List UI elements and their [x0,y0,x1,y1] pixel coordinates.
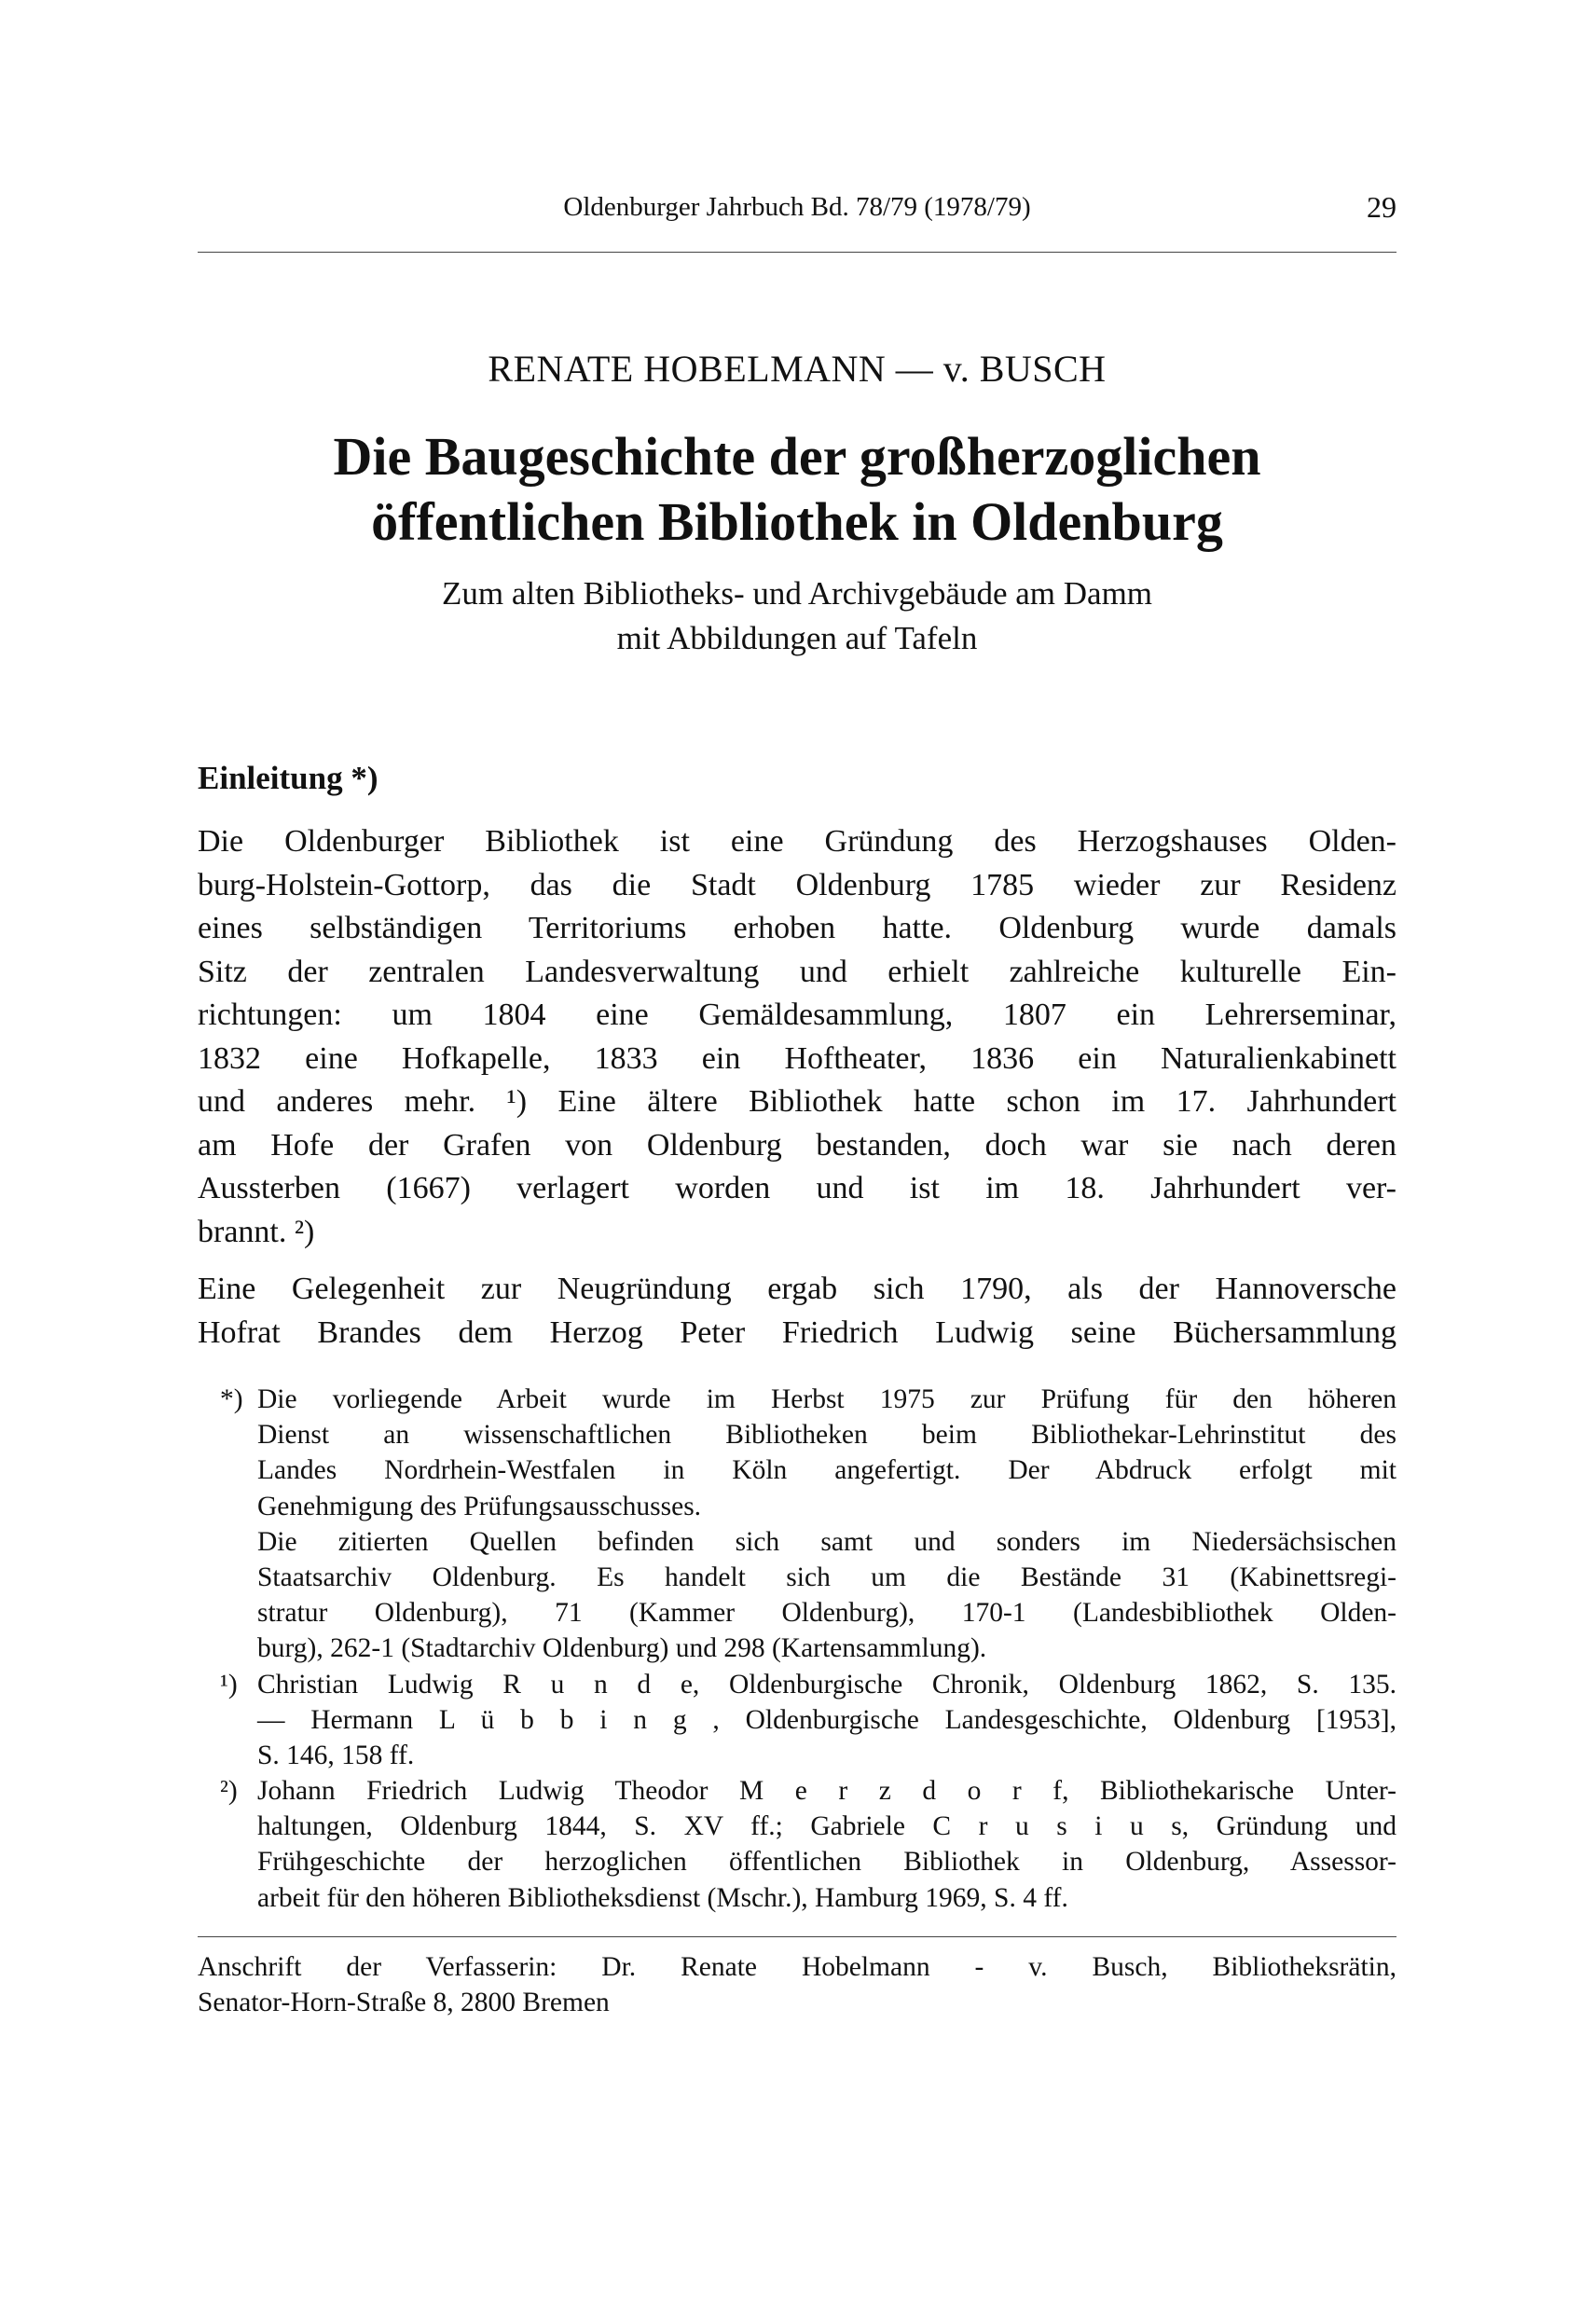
section-heading: Einleitung *) [198,760,378,796]
header-rule [198,252,1396,253]
body-line: Hofrat Brandes dem Herzog Peter Friedrich Ludwig seine Büchersammlung [198,1314,1396,1350]
footnote-marker: ²) [220,1776,238,1807]
footnote-marker: *) [220,1384,243,1414]
footnote-line: Die zitierten Quellen befinden sich samt und sonders im Niedersächsischen [257,1526,1396,1557]
footnote-line: Genehmigung des Prüfungsausschusses. [257,1491,702,1521]
footnote-line: Dienst an wissenschaftlichen Bibliotheken beim Bibliothekar-Lehrinstitut des [257,1420,1396,1451]
footnote-line: Frühgeschichte der herzoglichen öffentlichen Bibliothek in Oldenburg, Assessor- [257,1847,1396,1878]
footnote-line: Die vorliegende Arbeit wurde im Herbst 1975 zur Prüfung für den höheren [257,1384,1396,1414]
footnotes [198,1382,1396,1916]
footnote-line: arbeit für den höheren Bibliotheksdienst (Mschr.), Hamburg 1969, S. 4 ff. [257,1882,1068,1913]
body-paragraph [198,820,1396,1254]
footnote-line: stratur Oldenburg), 71 (Kammer Oldenburg), 170-1 (Landesbibliothek Olden- [257,1598,1396,1629]
article-subtitle-line: Zum alten Bibliotheks- und Archivgebäude am Damm [441,575,1153,612]
body-paragraph [198,1268,1396,1355]
body-line: Eine Gelegenheit zur Neugründung ergab sich 1790, als der Hannoversche [198,1272,1396,1306]
running-head-title: Oldenburger Jahrbuch Bd. 78/79 (1978/79) [563,192,1031,222]
footnote-line: Staatsarchiv Oldenburg. Es handelt sich um die Bestände 31 (Kabinettsregi- [257,1562,1396,1592]
page-number: 29 [1367,190,1396,224]
footnote-line: S. 146, 158 ff. [257,1740,415,1770]
footnote-line: — Hermann L ü b b i n g , Oldenburgische Landesgeschichte, Oldenburg [1953], [257,1704,1396,1735]
article-title-line: Die Baugeschichte der großherzoglichen [333,426,1261,487]
body-line: 1832 eine Hofkapelle, 1833 ein Hoftheater, 1836 ein Naturalienkabinett [198,1040,1396,1076]
article-subtitle [198,571,1396,661]
author-address [198,1949,1396,2020]
footnote [198,1773,1396,1916]
article-subtitle-line: mit Abbildungen auf Tafeln [616,620,978,656]
author-line: RENATE HOBELMANN — v. BUSCH [488,348,1107,390]
footnote-line: Landes Nordrhein-Westfalen in Köln angefertigt. Der Abdruck erfolgt mit [257,1455,1396,1486]
body-line: richtungen: um 1804 eine Gemäldesammlung, 1807 ein Lehrerseminar, [198,998,1396,1032]
article-title [198,424,1396,555]
footnote-line: haltungen, Oldenburg 1844, S. XV ff.; Gabriele C r u s i u s, Gründung und [257,1811,1396,1842]
footnote-separator-rule [198,1936,1396,1937]
body-line: am Hofe der Grafen von Oldenburg bestanden, doch war sie nach deren [198,1127,1396,1163]
article-title-line: öffentlichen Bibliothek in Oldenburg [371,491,1223,552]
footnote-line: Johann Friedrich Ludwig Theodor M e r z d o r f, Bibliothekarische Unter- [257,1776,1396,1807]
body-line: eines selbständigen Territoriums erhoben hatte. Oldenburg wurde damals [198,911,1396,945]
body-line: und anderes mehr. ¹) Eine ältere Bibliothek hatte schon im 17. Jahrhundert [198,1084,1396,1119]
body-line: burg-Holstein-Gottorp, das die Stadt Oldenburg 1785 wieder zur Residenz [198,867,1396,902]
address-line: Senator-Horn-Straße 8, 2800 Bremen [198,1988,610,2018]
body-line: brannt. ²) [198,1214,315,1249]
footnote [198,1382,1396,1667]
address-line: Anschrift der Verfasserin: Dr. Renate Hobelmann - v. Busch, Bibliotheksrätin, [198,1952,1396,1982]
footnote-line: burg), 262-1 (Stadtarchiv Oldenburg) und 298 (Kartensammlung). [257,1633,987,1664]
body-line: Sitz der zentralen Landesverwaltung und erhielt zahlreiche kulturelle Ein- [198,954,1396,989]
footnote-marker: ¹) [220,1669,238,1700]
body-line: Aussterben (1667) verlagert worden und ist im 18. Jahrhundert ver- [198,1171,1396,1205]
footnote-line: Christian Ludwig R u n d e, Oldenburgische Chronik, Oldenburg 1862, S. 135. [257,1669,1396,1700]
body-line: Die Oldenburger Bibliothek ist eine Gründung des Herzogshauses Olden- [198,824,1396,859]
footnote [198,1667,1396,1774]
